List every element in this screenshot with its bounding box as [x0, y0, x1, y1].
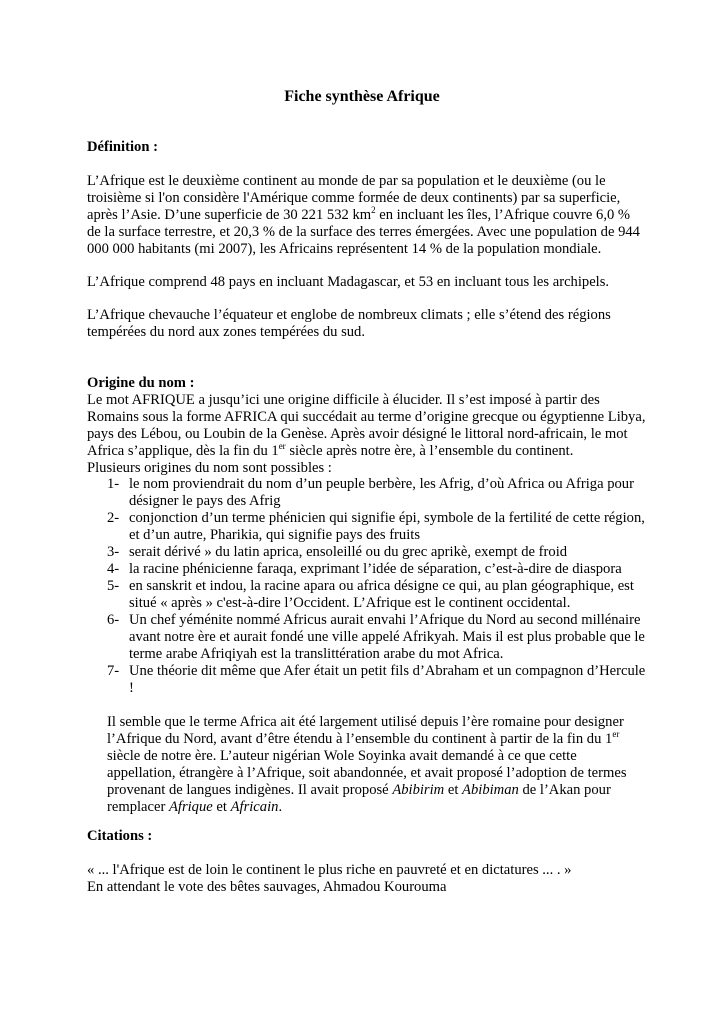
list-item-text: en sanskrit et indou, la racine apara ou africa désigne ce qui, au plan géographique, est situé « après » c'est-à-dire l’Occident. L’Afrique est le continent occidental. [129, 578, 634, 611]
closing-text-c: et [444, 782, 463, 798]
term-abibiman: Abibiman [462, 782, 519, 798]
superscript-2: 2 [371, 205, 376, 215]
definition-p1-text-b: en incluant les îles, l’Afrique couvre 6,0 % de la surface terrestre, et 20,3 % de la surface des terres émergées. Avec une population de 944 000 000 habitants (mi 2007), les Africains représentent 14 % de la population mondiale. [87, 207, 640, 257]
origine-intro-text-b: siècle après notre ère, à l’ensemble du continent. [285, 443, 574, 459]
list-item-text: le nom proviendrait du nom d’un peuple berbère, les Afrig, d’où Africa ou Afriga pour désigner le pays des Afrig [129, 476, 634, 509]
term-africain: Africain [230, 799, 279, 815]
list-item-number: 4- [107, 561, 120, 577]
list-item-text: conjonction d’un terme phénicien qui signifie épi, symbole de la fertilité de cette région, et d’un autre, Pharikia, qui signifie pays des fruits [129, 510, 645, 543]
list-item-number: 2- [107, 510, 120, 526]
citation-quote: « ... l'Afrique est de loin le continent le plus riche en pauvreté et en dictatures ... . » [87, 862, 572, 878]
definition-paragraph-2: L’Afrique comprend 48 pays en incluant Madagascar, et 53 en incluant tous les archipels. [87, 274, 610, 290]
list-item-number: 1- [107, 476, 120, 492]
list-item-text: Un chef yéménite nommé Africus aurait envahi l’Afrique du Nord au second millénaire avant notre ère et aurait fondé une ville appelé Afrikyah. Mais il est plus probable que le terme arabe Afriqiyah est la translittération arabe du mot Africa. [129, 612, 645, 662]
list-item-text: serait dérivé » du latin aprica, ensoleillé ou du grec aprikè, exempt de froid [129, 544, 568, 560]
citation-block [87, 862, 647, 896]
term-abibirim: Abibirim [392, 782, 445, 798]
list-item-text: Une théorie dit même que Afer était un petit fils d’Abraham et un compagnon d’Hercule ! [129, 663, 646, 696]
citation-source: En attendant le vote des bêtes sauvages, Ahmadou Kourouma [87, 879, 447, 895]
origine-intro-text-c: Plusieurs origines du nom sont possibles : [87, 460, 332, 476]
origine-intro [87, 392, 647, 477]
closing-text-a: Il semble que le terme Africa ait été largement utilisé depuis l’ère romaine pour designer l’Afrique du Nord, avant d’être étendu à l’ensemble du continent à partir de la fin du 1 [107, 714, 624, 747]
definition-paragraph-1 [87, 173, 647, 258]
closing-text-d: de l’Akan pour remplacer [107, 782, 611, 815]
list-item-number: 6- [107, 612, 120, 628]
citations-heading: Citations : [87, 828, 153, 844]
superscript-er: er [278, 441, 286, 451]
origine-intro-text-a: Le mot AFRIQUE a jusqu’ici une origine difficile à élucider. Il s’est imposé à partir des Romains sous la forme AFRICA qui succédait au terme d’origine grecque ou égyptienne Libya, pays des Lébou, ou Loubin de la Genèse. Après avoir désigné le littoral nord-africain, le mot Africa s’applique, dès la fin du 1 [87, 392, 646, 459]
list-item-text: la racine phénicienne faraqa, exprimant l’idée de séparation, c’est-à-dire de diaspora [129, 561, 622, 577]
document-title: Fiche synthèse Afrique [284, 88, 440, 105]
superscript-er: er [612, 729, 620, 739]
term-afrique: Afrique [168, 799, 213, 815]
list-item-number: 3- [107, 544, 120, 560]
origine-heading: Origine du nom : [87, 375, 195, 391]
origine-closing-paragraph [107, 714, 647, 816]
definition-paragraph-3: L’Afrique chevauche l’équateur et englobe de nombreux climats ; elle s’étend des régions tempérées du nord aux zones tempérées du sud. [87, 307, 611, 340]
definition-heading: Définition : [87, 139, 158, 155]
list-item-number: 7- [107, 663, 120, 679]
definition-p1-text-a: L’Afrique est le deuxième continent au monde de par sa population et le deuxième (ou le troisième si l'on considère l'Amérique comme formée de deux continents) par sa superficie, après l’Asie. D’une superficie de 30 221 532 km [87, 173, 621, 223]
closing-text-e: et [212, 799, 231, 815]
closing-text-f: . [278, 799, 283, 815]
list-item-number: 5- [107, 578, 120, 594]
closing-text-b: siècle de notre ère. L’auteur nigérian Wole Soyinka avait demandé à ce que cette appellation, étrangère à l’Afrique, soit abandonnée, et avait proposé l’adoption de termes provenant de langues indigènes. Il avait proposé [107, 748, 627, 798]
